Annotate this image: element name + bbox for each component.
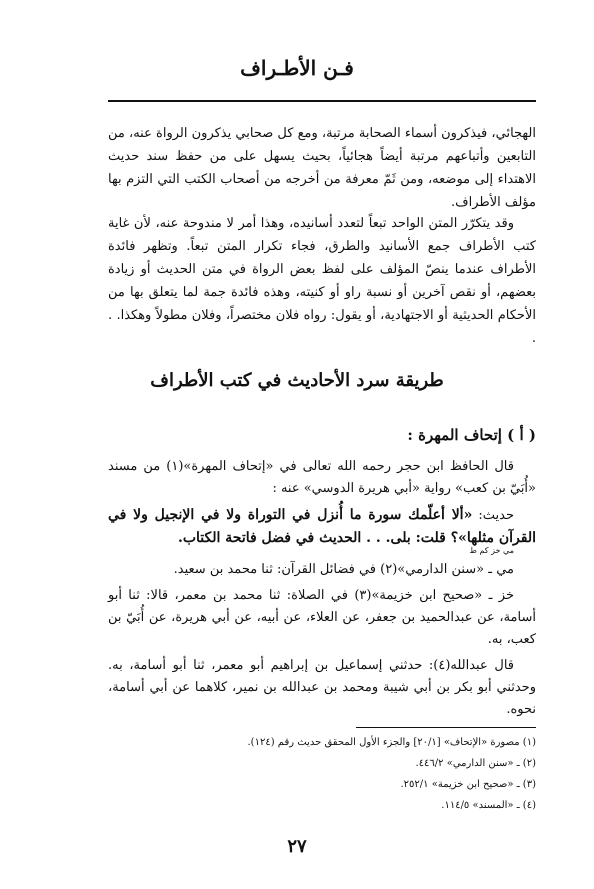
entry-hadith <box>108 504 536 555</box>
subsection-title: ( أ ) إتحاف المهرة : <box>407 426 536 444</box>
section-title: طريقة سرد الأحاديث في كتب الأطراف <box>150 370 444 391</box>
paragraph-1 <box>108 122 536 214</box>
footnote-rule <box>356 727 536 728</box>
footnotes <box>108 732 536 816</box>
footnote-3: (٣) ـ «صحيح ابن خزيمة» ٢٥٢/١. <box>400 779 536 790</box>
footnote-1: (١) مصورة «الإتحاف» [٢٠/١] والجزء الأول المحقق حديث رقم (١٢٤). <box>247 737 536 748</box>
footnote-4: (٤) ـ «المسند» ١١٤/٥. <box>441 800 536 811</box>
entry-intro: قال الحافظ ابن حجر رحمه الله تعالى في «إتحاف المهرة»(١) من مسند «أُبَيّ بن كعب» رواية «أبي هريرة الدوسي» عنه : <box>108 459 536 496</box>
paragraph-2-text: وقد يتكرّر المتن الواحد تبعاً لتعدد أسانيده، وهذا أمر لا مندوحة عنه، لأن غاية كتب الأطراف جمع الأسانيد والطرق، فجاء تكرار المتن تبعاً. وتظهر فائدة الأطراف عندما ينصّ المؤلف على لفظ بعض الرواة في متن الحديث أو زيادة بعضهم، أو نقص آخرين أو نسبة راو أو كنيته، وهذه فائدة جمة لما يتعلق بها من الأحكام الحديثية أو الاجتهادية، أو يقول: رواه فلان مختصراً، وفلان مطولاً وهكذا. . . <box>108 216 536 346</box>
footnote-2: (٢) ـ «سنن الدارمي» ٤٤٦/٢. <box>415 758 536 769</box>
entry-khuzayma: خز ـ «صحيح ابن خزيمة»(٣) في الصلاة: ثنا محمد بن معمر، قالا: ثنا أبو أسامة، عن عبدالحميد بن جعفر، عن العلاء، عن أبيه، عن أبي هريرة، عن أُبَيّ بن كعب، به. <box>108 588 536 647</box>
page-number: ٢٧ <box>287 836 307 857</box>
running-header: فـن الأطـراف <box>240 56 354 80</box>
header-rule <box>108 100 536 102</box>
paragraph-2 <box>108 212 536 350</box>
hadith-label: حديث: <box>478 508 514 523</box>
paragraph-1-text: الهجائي، فيذكرون أسماء الصحابة مرتبة، ومع كل صحابي يذكرون الرواة عنه، من التابعين وأتباعهم مرتبة أيضاً هجائياً، بحيث يسهل على من حفظ سند حديث الاهتداء إلى موضعه، ومن ثَمّ معرفة من أخرجه من أصحاب الكتب التي التزم بها مؤلف الأطراف. <box>108 126 536 210</box>
source-codes: مي خز كم ط <box>469 546 514 555</box>
hadith-text: «ألا أعلّمك سورة ما أُنزل في التوراة ولا في الإنجيل ولا في القرآن مثلها»؟ قلت: بلى. . . الحديث في فضل فاتحة الكتاب. <box>108 507 536 546</box>
entry-darimi: مي ـ «سنن الدارمي»(٢) في فضائل القرآن: ثنا محمد بن سعيد. <box>173 562 514 577</box>
entry-abdullah: قال عبدالله(٤): حدثني إسماعيل بن إبراهيم أبو معمر، ثنا أبو أسامة، به. وحدثني أبو بكر بن أبي شيبة ومحمد بن عبدالله بن نمير، كلاهما عن أبي أسامة، نحوه. <box>108 658 536 717</box>
hadith-entries <box>108 456 536 725</box>
